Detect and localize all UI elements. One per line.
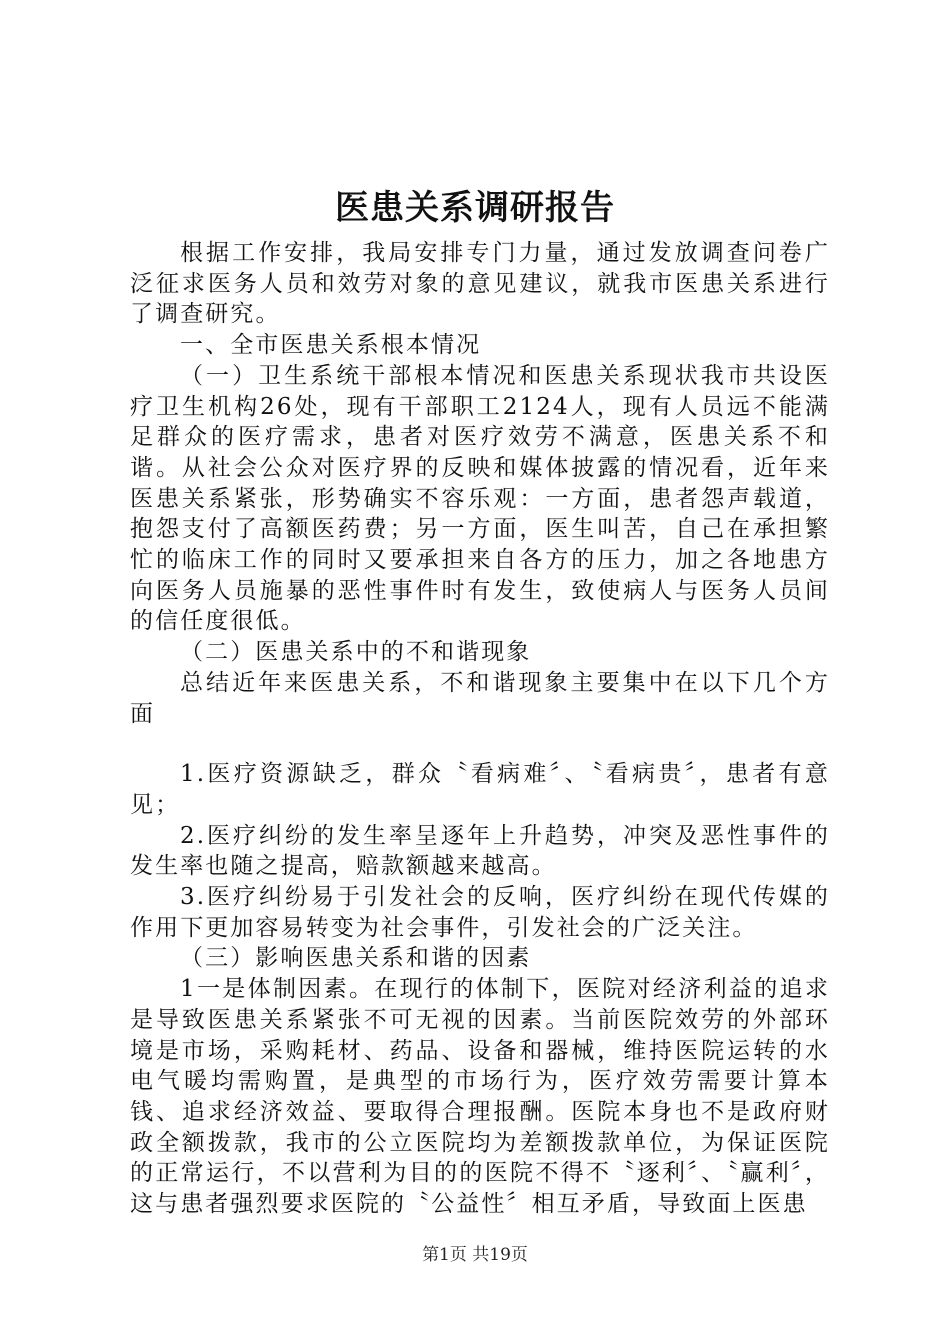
section-heading-1: 一、全市医患关系根本情况	[180, 332, 482, 359]
paragraph-summary: 总结近年来医患关系，不和谐现象主要集中在以下几个方面	[130, 669, 830, 727]
paragraph-status: （一）卫生系统干部根本情况和医患关系现状我市共设医疗卫生机构26处，现有干部职工2124人，现有人员远不能满足群众的医疗需求，患者对医疗效劳不满意，医患关系不和谐。从社会公众对医疗界的反映和媒体披露的情况看，近年来医患关系紧张，形势确实不容乐观：一方面，患者怨声载道，抱怨支付了高额医药费；另一方面，医生叫苦，自己在承担繁忙的临床工作的同时又要承担来自各方的压力，加之各地患方向医务人员施暴的恶性事件时有发生，致使病人与医务人员间的信任度很低。	[130, 362, 830, 635]
list-item-2: 2.医疗纠纷的发生率呈逐年上升趋势，冲突及恶性事件的发生率也随之提高，赔款额越来越高。	[130, 822, 830, 880]
document-body	[130, 238, 830, 1220]
subsection-heading-2: （二）医患关系中的不和谐现象	[180, 639, 532, 666]
list-item-1: 1.医疗资源缺乏，群众〝看病难〞、〝看病贵〞，患者有意见；	[130, 761, 830, 818]
subsection-heading-3: （三）影响医患关系和谐的因素	[180, 945, 532, 972]
paragraph-intro: 根据工作安排，我局安排专门力量，通过发放调查问卷广泛征求医务人员和效劳对象的意见建议，就我市医患关系进行了调查研究。	[130, 240, 830, 328]
page-title: 医患关系调研报告	[335, 188, 615, 228]
page-number: 第1页 共19页	[422, 1245, 528, 1265]
list-item-3: 3.医疗纠纷易于引发社会的反响，医疗纠纷在现代传媒的作用下更加容易转变为社会事件，引发社会的广泛关注。	[130, 884, 830, 941]
paragraph-factors: 1一是体制因素。在现行的体制下，医院对经济利益的追求是导致医患关系紧张不可无视的因素。当前医院效劳的外部环境是市场，采购耗材、药品、设备和器械，维持医院运转的水电气暖均需购置，是典型的市场行为，医疗效劳需要计算本钱、追求经济效益、要取得合理报酬。医院本身也不是政府财政全额拨款，我市的公立医院均为差额拨款单位，为保证医院的正常运行，不以营利为目的的医院不得不〝逐利〞、〝赢利〞，这与患者强烈要求医院的〝公益性〞相互矛盾，导致面上医患	[130, 976, 830, 1218]
